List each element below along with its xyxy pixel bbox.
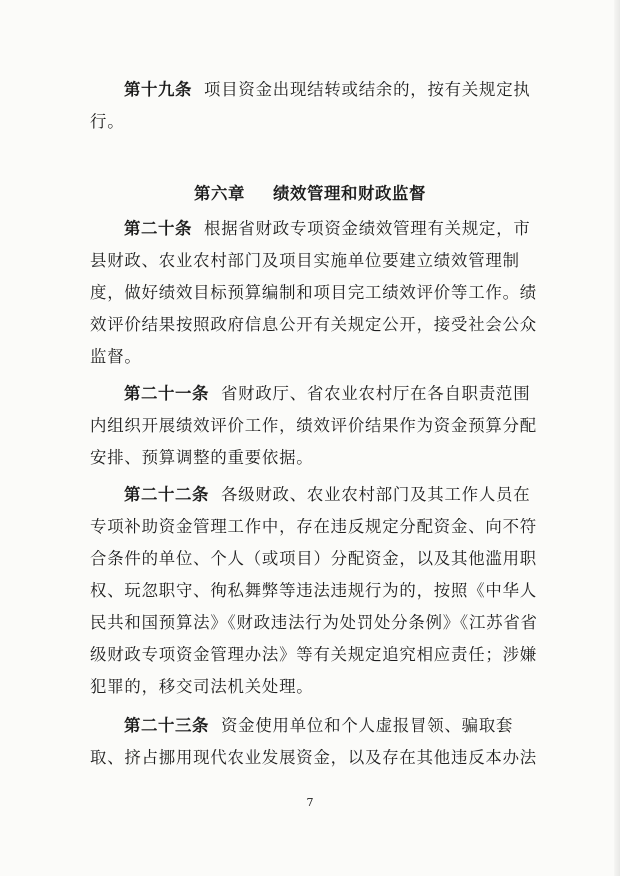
article-19-line-1: 项目资金出现结转或结余的，按有关规定执: [204, 80, 531, 99]
article-21-line-1: 省财政厅、省农业农村厅在各自职责范围: [220, 384, 531, 403]
chapter-number: 第六章: [194, 184, 246, 203]
article-19-line-2: 行。: [90, 112, 125, 131]
article-23-lead: 第二十三条: [124, 716, 209, 735]
article-19: [90, 74, 545, 138]
article-22-line-4: 权、玩忽职守、徇私舞弊等违法违规行为的，按照《中华人: [90, 581, 537, 600]
article-22-line-5: 民共和国预算法》《财政违法行为处罚处分条例》《江苏省省: [90, 613, 538, 632]
article-20-line-4: 效评价结果按照政府信息公开有关规定公开，接受社会公众: [90, 315, 537, 334]
article-23-line-1: 资金使用单位和个人虚报冒领、骗取套: [220, 716, 514, 735]
article-21-lead: 第二十一条: [124, 384, 209, 403]
article-22-line-1: 各级财政、农业农村部门及其工作人员在: [220, 485, 531, 504]
article-22-line-3: 合条件的单位、个人（或项目）分配资金，以及其他滥用职: [90, 549, 537, 568]
article-20-lead: 第二十条: [124, 219, 192, 238]
page-edge-shadow: [614, 0, 620, 876]
article-23-line-2: 取、挤占挪用现代农业发展资金，以及存在其他违反本办法: [90, 748, 537, 767]
article-23: [90, 710, 545, 774]
article-22-line-6: 级财政专项资金管理办法》等有关规定追究相应责任；涉嫌: [90, 645, 537, 664]
article-21-line-2: 内组织开展绩效评价工作，绩效评价结果作为资金预算分配: [90, 416, 537, 435]
article-20-line-1: 根据省财政专项资金绩效管理有关规定，市: [204, 219, 531, 238]
page-number: 7: [306, 796, 314, 809]
article-20-line-3: 度，做好绩效目标预算编制和项目完工绩效评价等工作。绩: [90, 283, 537, 302]
chapter-title: 绩效管理和财政监督: [273, 184, 426, 203]
chapter-heading: [0, 180, 620, 204]
article-22-line-2: 专项补助资金管理工作中，存在违反规定分配资金、向不符: [90, 517, 537, 536]
article-19-lead: 第十九条: [124, 80, 192, 99]
article-20-line-2: 县财政、农业农村部门及项目实施单位要建立绩效管理制: [90, 251, 520, 270]
article-22-line-7: 犯罪的，移交司法机关处理。: [90, 677, 314, 696]
article-20: [90, 213, 545, 373]
article-20-line-5: 监督。: [90, 347, 142, 366]
article-22: [90, 479, 545, 703]
article-21: [90, 378, 545, 474]
article-22-lead: 第二十二条: [124, 485, 209, 504]
article-21-line-3: 安排、预算调整的重要依据。: [90, 448, 314, 467]
